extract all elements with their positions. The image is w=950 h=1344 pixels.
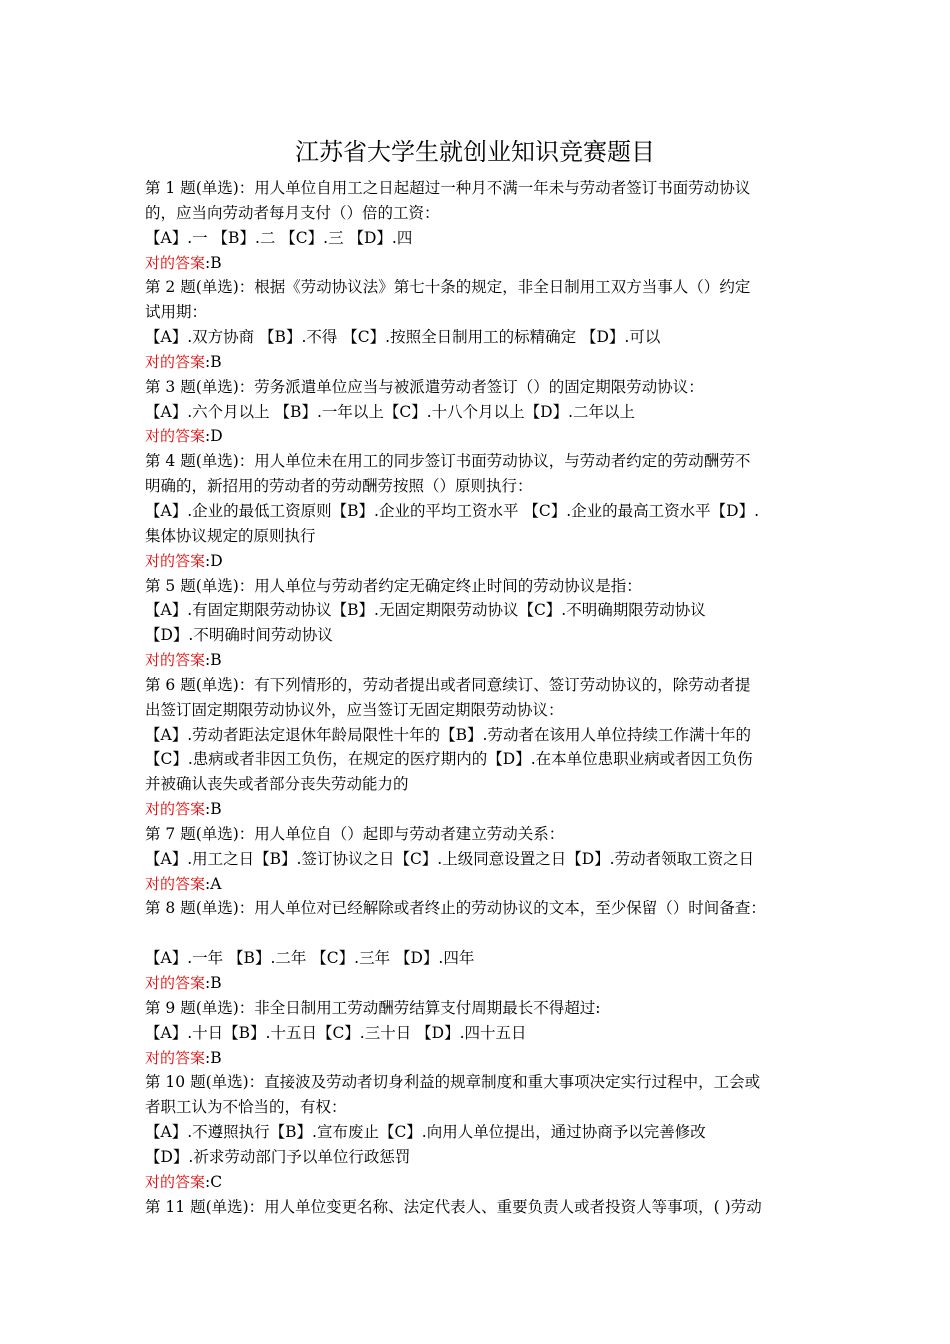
question-block — [145, 673, 815, 822]
answer-value: :D — [205, 427, 223, 446]
answer-label: 对的答案 — [145, 974, 206, 992]
answer-value: :B — [205, 352, 222, 371]
question-text: 第 8 题(单选)：用人单位对已经解除或者终止的劳动协议的文本，至少保留（）时间备查： — [145, 899, 766, 918]
question-options: 【A】.一年 【B】.二年 【C】.三年 【D】.四年 — [145, 949, 475, 968]
question-list — [145, 176, 815, 1219]
question-text: 第 5 题(单选)：用人单位与劳动者约定无确定终止时间的劳动协议是指： — [145, 576, 642, 595]
question-text: 第 9 题(单选)：非全日制用工劳动酬劳结算支付周期最长不得超过: — [145, 998, 601, 1017]
answer-value: :C — [205, 1172, 223, 1191]
question-options: 【A】.企业的最低工资原则【B】.企业的平均工资水平 【C】.企业的最高工资水平【D】. — [145, 501, 760, 520]
question-block — [145, 449, 815, 573]
question-options: 集体协议规定的原则执行 — [145, 526, 316, 545]
answer-label: 对的答案 — [145, 1172, 206, 1191]
question-text: 试用期： — [145, 303, 208, 322]
question-text: 第 6 题(单选)：有下列情形的，劳动者提出或者同意续订、签订劳动协议的，除劳动者提 — [145, 675, 751, 694]
answer-value: :A — [205, 874, 222, 893]
question-text: 第 11 题(单选)：用人单位变更名称、法定代表人、重要负责人或者投资人等事项，( )劳动 — [145, 1197, 762, 1216]
question-options: 【A】.有固定期限劳动协议【B】.无固定期限劳动协议【C】.不明确期限劳动协议 — [145, 601, 706, 620]
question-options: 并被确认丧失或者部分丧失劳动能力的 — [145, 775, 409, 794]
answer-value: :B — [205, 974, 222, 992]
question-options: 【A】.不遵照执行【B】.宣布废止【C】.向用人单位提出，通过协商予以完善修改 — [145, 1123, 706, 1142]
answer-line — [145, 424, 815, 449]
answer-line — [145, 648, 815, 673]
answer-label: 对的答案 — [145, 800, 206, 819]
question-text: 明确的，新招用的劳动者的劳动酬劳按照（）原则执行： — [145, 477, 533, 496]
answer-label: 对的答案 — [145, 551, 206, 570]
question-options: 【A】.用工之日【B】.签订协议之日【C】.上级同意设置之日【D】.劳动者领取工资之日 — [145, 849, 755, 868]
answer-line — [145, 797, 815, 822]
question-options: 【A】.十日【B】.十五日【C】.三十日 【D】.四十五日 — [145, 1023, 527, 1042]
question-text: 第 1 题(单选)：用人单位自用工之日起超过一种月不满一年未与劳动者签订书面劳动协议 — [145, 179, 751, 197]
answer-line — [145, 971, 815, 996]
question-text: 第 7 题(单选)：用人单位自（）起即与劳动者建立劳动关系： — [145, 824, 565, 843]
question-text: 的，应当向劳动者每月支付（）倍的工资： — [145, 203, 440, 222]
question-options: 【A】.六个月以上 【B】.一年以上【C】.十八个月以上【D】.二年以上 — [145, 402, 636, 421]
answer-label: 对的答案 — [145, 253, 206, 272]
question-text: 出签订固定期限劳动协议外，应当签订无固定期限劳动协议： — [145, 700, 564, 719]
question-options: 【C】.患病或者非因工负伤，在规定的医疗期内的【D】.在本单位患职业病或者因工负伤 — [145, 750, 753, 769]
question-options: 【A】.一 【B】.二 【C】.三 【D】.四 — [145, 228, 413, 247]
answer-line — [145, 1046, 815, 1071]
answer-value: :D — [205, 551, 223, 570]
question-text: 第 10 题(单选)：直接波及劳动者切身利益的规章制度和重大事项决定实行过程中，工会或 — [145, 1073, 761, 1092]
answer-line — [145, 350, 815, 375]
answer-value: :B — [205, 651, 222, 670]
answer-label: 对的答案 — [145, 874, 206, 893]
document-title: 江苏省大学生就创业知识竞赛题目 — [295, 138, 655, 166]
question-block — [145, 176, 815, 275]
question-text — [145, 921, 815, 946]
question-block — [145, 1070, 815, 1194]
question-text: 第 3 题(单选)：劳务派遣单位应当与被派遣劳动者签订（）的固定期限劳动协议： — [145, 377, 704, 396]
question-options: 【D】.祈求劳动部门予以单位行政惩罚 — [145, 1147, 411, 1166]
answer-line — [145, 872, 815, 897]
answer-label: 对的答案 — [145, 427, 206, 446]
question-block — [145, 822, 815, 897]
question-block — [145, 1195, 815, 1220]
answer-line — [145, 251, 815, 276]
answer-label: 对的答案 — [145, 651, 206, 670]
question-text: 第 4 题(单选)：用人单位未在用工的同步签订书面劳动协议，与劳动者约定的劳动酬劳不 — [145, 452, 751, 471]
answer-line — [145, 549, 815, 574]
question-block — [145, 375, 815, 450]
question-options: 【A】.双方协商 【B】.不得 【C】.按照全日制用工的标精确定 【D】.可以 — [145, 328, 661, 347]
question-block — [145, 574, 815, 673]
answer-value: :B — [205, 800, 222, 819]
answer-label: 对的答案 — [145, 1048, 206, 1067]
answer-line — [145, 1170, 815, 1195]
question-block — [145, 896, 815, 995]
question-block — [145, 275, 815, 374]
answer-value: :B — [205, 253, 222, 272]
question-text: 者职工认为不恰当的，有权： — [145, 1098, 347, 1117]
answer-label: 对的答案 — [145, 352, 206, 371]
question-options: 【D】.不明确时间劳动协议 — [145, 626, 333, 645]
question-text: 第 2 题(单选)：根据《劳动协议法》第七十条的规定，非全日制用工双方当事人（）约定 — [145, 278, 751, 297]
question-block — [145, 996, 815, 1071]
answer-value: :B — [205, 1048, 222, 1067]
question-options: 【A】.劳动者距法定退休年龄局限性十年的【B】.劳动者在该用人单位持续工作满十年的 — [145, 725, 751, 744]
